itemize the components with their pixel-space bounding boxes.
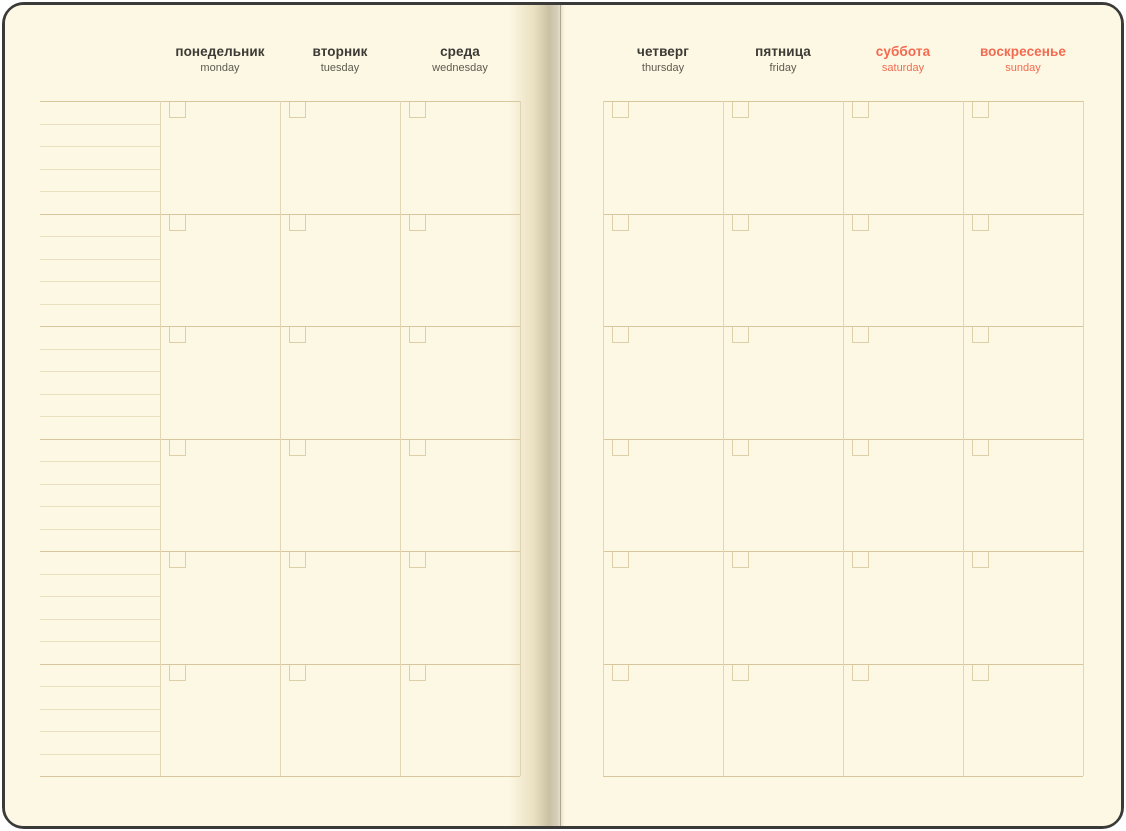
task-checkbox[interactable] <box>409 102 426 118</box>
right-page-grid <box>565 0 1121 821</box>
task-checkbox[interactable] <box>732 327 749 343</box>
day-cell-monday-1[interactable] <box>161 102 279 213</box>
task-checkbox[interactable] <box>972 215 989 231</box>
column-header-wednesday <box>400 44 520 84</box>
task-checkbox[interactable] <box>972 102 989 118</box>
notes-writing-line[interactable] <box>40 349 160 350</box>
column-header-saturday <box>843 44 963 84</box>
column-header-monday <box>160 44 280 84</box>
day-cell-sunday-2[interactable] <box>964 215 1082 326</box>
day-cell-sunday-5[interactable] <box>964 552 1082 663</box>
day-cell-thursday-3[interactable] <box>604 327 722 438</box>
notes-writing-line[interactable] <box>40 124 160 125</box>
column-separator <box>520 101 521 776</box>
task-checkbox[interactable] <box>289 440 306 456</box>
task-checkbox[interactable] <box>972 665 989 681</box>
column-header-ru: вторник <box>312 44 368 59</box>
day-cell-sunday-1[interactable] <box>964 102 1082 213</box>
task-checkbox[interactable] <box>972 327 989 343</box>
day-cell-friday-4[interactable] <box>724 440 842 551</box>
task-checkbox[interactable] <box>732 552 749 568</box>
task-checkbox[interactable] <box>289 215 306 231</box>
task-checkbox[interactable] <box>289 552 306 568</box>
day-cell-tuesday-3[interactable] <box>281 327 399 438</box>
notes-writing-line[interactable] <box>40 191 160 192</box>
task-checkbox[interactable] <box>289 665 306 681</box>
day-cell-tuesday-1[interactable] <box>281 102 399 213</box>
notes-writing-line[interactable] <box>40 461 160 462</box>
task-checkbox[interactable] <box>732 102 749 118</box>
task-checkbox[interactable] <box>732 215 749 231</box>
left-page-grid <box>5 0 561 821</box>
task-checkbox[interactable] <box>972 440 989 456</box>
column-header-en: monday <box>200 61 240 74</box>
notes-writing-line[interactable] <box>40 596 160 597</box>
day-cell-monday-2[interactable] <box>161 215 279 326</box>
task-checkbox[interactable] <box>169 440 186 456</box>
day-cell-wednesday-4[interactable] <box>401 440 519 551</box>
column-header-en: sunday <box>1005 61 1041 74</box>
day-cell-wednesday-5[interactable] <box>401 552 519 663</box>
task-checkbox[interactable] <box>409 327 426 343</box>
task-checkbox[interactable] <box>852 102 869 118</box>
day-cell-friday-2[interactable] <box>724 215 842 326</box>
task-checkbox[interactable] <box>169 102 186 118</box>
notes-writing-line[interactable] <box>40 754 160 755</box>
task-checkbox[interactable] <box>612 552 629 568</box>
day-cell-wednesday-1[interactable] <box>401 102 519 213</box>
day-cell-thursday-1[interactable] <box>604 102 722 213</box>
notes-writing-line[interactable] <box>40 259 160 260</box>
task-checkbox[interactable] <box>852 440 869 456</box>
day-cell-friday-6[interactable] <box>724 665 842 776</box>
notes-writing-line[interactable] <box>40 619 160 620</box>
column-header-ru: среда <box>440 44 480 59</box>
task-checkbox[interactable] <box>409 665 426 681</box>
notes-writing-line[interactable] <box>40 686 160 687</box>
column-header-sunday <box>963 44 1083 84</box>
column-header-ru: четверг <box>637 44 689 59</box>
day-cell-wednesday-2[interactable] <box>401 215 519 326</box>
day-cell-monday-5[interactable] <box>161 552 279 663</box>
day-cell-friday-3[interactable] <box>724 327 842 438</box>
day-cell-saturday-1[interactable] <box>844 102 962 213</box>
task-checkbox[interactable] <box>289 327 306 343</box>
day-cell-sunday-3[interactable] <box>964 327 1082 438</box>
day-cell-tuesday-4[interactable] <box>281 440 399 551</box>
day-cell-tuesday-6[interactable] <box>281 665 399 776</box>
task-checkbox[interactable] <box>169 665 186 681</box>
day-cell-saturday-4[interactable] <box>844 440 962 551</box>
task-checkbox[interactable] <box>972 552 989 568</box>
day-cell-sunday-6[interactable] <box>964 665 1082 776</box>
task-checkbox[interactable] <box>612 440 629 456</box>
notes-writing-line[interactable] <box>40 146 160 147</box>
day-cell-thursday-5[interactable] <box>604 552 722 663</box>
day-cell-saturday-5[interactable] <box>844 552 962 663</box>
left-page-column-headers <box>160 44 520 84</box>
task-checkbox[interactable] <box>409 215 426 231</box>
notes-writing-line[interactable] <box>40 506 160 507</box>
task-checkbox[interactable] <box>169 327 186 343</box>
row-separator <box>40 776 520 777</box>
column-header-friday <box>723 44 843 84</box>
column-header-ru: воскресенье <box>979 44 1067 59</box>
column-header-ru: суббота <box>875 44 931 59</box>
notes-writing-line[interactable] <box>40 641 160 642</box>
day-cell-wednesday-6[interactable] <box>401 665 519 776</box>
notes-writing-line[interactable] <box>40 304 160 305</box>
task-checkbox[interactable] <box>169 552 186 568</box>
notes-writing-line[interactable] <box>40 574 160 575</box>
task-checkbox[interactable] <box>852 215 869 231</box>
day-cell-friday-5[interactable] <box>724 552 842 663</box>
notes-writing-line[interactable] <box>40 709 160 710</box>
day-cell-tuesday-2[interactable] <box>281 215 399 326</box>
day-cell-sunday-4[interactable] <box>964 440 1082 551</box>
column-header-thursday <box>603 44 723 84</box>
task-checkbox[interactable] <box>409 440 426 456</box>
notes-writing-line[interactable] <box>40 731 160 732</box>
day-cell-monday-4[interactable] <box>161 440 279 551</box>
day-cell-thursday-4[interactable] <box>604 440 722 551</box>
column-header-en: thursday <box>641 61 685 74</box>
column-header-ru: понедельник <box>175 44 265 59</box>
day-cell-friday-1[interactable] <box>724 102 842 213</box>
task-checkbox[interactable] <box>732 665 749 681</box>
notes-writing-line[interactable] <box>40 236 160 237</box>
day-cell-monday-6[interactable] <box>161 665 279 776</box>
day-cell-thursday-2[interactable] <box>604 215 722 326</box>
day-cell-saturday-2[interactable] <box>844 215 962 326</box>
right-page-column-headers <box>603 44 1083 84</box>
notes-writing-line[interactable] <box>40 394 160 395</box>
day-cell-tuesday-5[interactable] <box>281 552 399 663</box>
row-separator <box>603 776 1083 777</box>
notes-writing-line[interactable] <box>40 529 160 530</box>
notes-writing-line[interactable] <box>40 169 160 170</box>
task-checkbox[interactable] <box>612 327 629 343</box>
day-cell-saturday-6[interactable] <box>844 665 962 776</box>
task-checkbox[interactable] <box>732 440 749 456</box>
task-checkbox[interactable] <box>852 327 869 343</box>
task-checkbox[interactable] <box>612 102 629 118</box>
task-checkbox[interactable] <box>852 552 869 568</box>
task-checkbox[interactable] <box>612 665 629 681</box>
column-header-en: wednesday <box>432 61 488 74</box>
column-header-tuesday <box>280 44 400 84</box>
notes-writing-line[interactable] <box>40 371 160 372</box>
day-cell-saturday-3[interactable] <box>844 327 962 438</box>
task-checkbox[interactable] <box>852 665 869 681</box>
task-checkbox[interactable] <box>409 552 426 568</box>
day-cell-thursday-6[interactable] <box>604 665 722 776</box>
task-checkbox[interactable] <box>169 215 186 231</box>
task-checkbox[interactable] <box>289 102 306 118</box>
column-header-en: saturday <box>881 61 925 74</box>
task-checkbox[interactable] <box>612 215 629 231</box>
column-header-en: friday <box>769 61 797 74</box>
notes-writing-line[interactable] <box>40 484 160 485</box>
column-header-ru: пятница <box>755 44 811 59</box>
column-separator <box>1083 101 1084 776</box>
notes-writing-line[interactable] <box>40 281 160 282</box>
day-cell-monday-3[interactable] <box>161 327 279 438</box>
column-header-en: tuesday <box>320 61 360 74</box>
notes-writing-line[interactable] <box>40 416 160 417</box>
day-cell-wednesday-3[interactable] <box>401 327 519 438</box>
